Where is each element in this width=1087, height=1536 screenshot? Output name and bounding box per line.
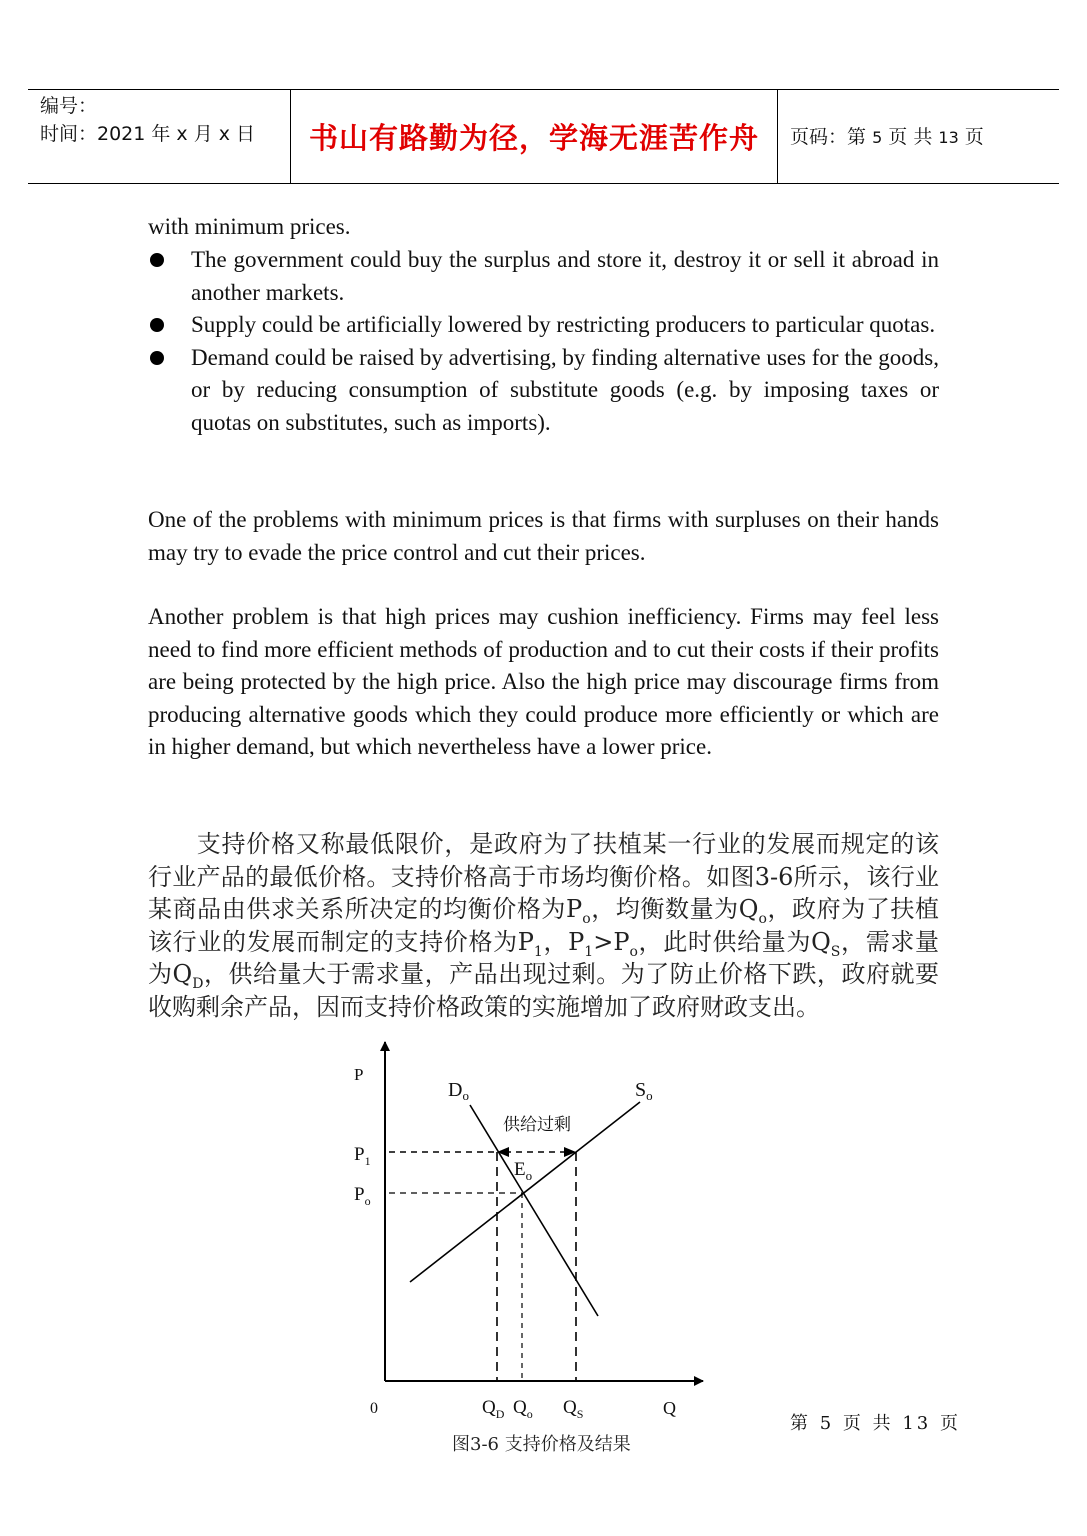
list-item-text: Supply could be artificially lowered by restricting producers to particular quotas. [191,312,936,337]
cn-sub: 1 [533,943,543,960]
p1-label: $P_1$ [354,1144,371,1168]
header-motto: 书山有路勤为径，学海无涯苦作舟 [308,121,759,155]
cn-sub: o [758,910,767,927]
q0-label: $Q_o$ [513,1397,533,1421]
cn-text: ，需求量为Q [148,927,939,988]
intro-text: with minimum prices. [148,214,351,239]
page-mid: 页 共 [888,126,933,148]
p0-label: $P_o$ [354,1184,371,1208]
cn-text: ，此时供给量为Q [637,927,831,956]
page-current: 5 [872,128,883,147]
cn-text: ，均衡数量为Q [590,895,759,923]
cn-sub: o [582,910,591,927]
page-total: 13 [938,128,959,147]
equilibrium-label: $E_o$ [514,1159,533,1183]
origin-label: 0 [370,1400,378,1417]
cn-text: 支持价格又称最低限价，是政府为了扶植某一行业的发展而规定的该行业产品的最低价格。支持价格高于市场均衡价格。如图3-6所示，该行业某商品由供求关系所决定的均衡价格为P [148,830,939,923]
page-suffix: 页 [964,126,984,148]
y-axis-label: P [354,1065,364,1084]
document-date: 时间：2021 年 x 月 x 日 [40,123,256,145]
qs-label: $Q_S$ [563,1397,584,1421]
cn-sub: o [629,943,638,960]
cn-text: >P [593,927,630,956]
paragraph: One of the problems with minimum prices is that firms with surpluses on their hands may try to evade the price control and cut their prices. [148,507,939,565]
cn-sub: 1 [584,943,594,960]
paragraph: Another problem is that high prices may cushion inefficiency. Firms may feel less need to find more efficient methods of production and to cut their costs if their profits are being protected by the high price. Also the high price may discourage firms from producing alternative goods which they could produce more efficiently or which are in higher demand, but which nevertheless have a lower price. [148,604,939,759]
cn-text: ，供给量大于需求量，产品出现过剩。为了防止价格下跌，政府就要收购剩余产品，因而支持价格政策的实施增加了政府财政支出。 [148,960,939,1021]
cn-sub: D [192,975,204,992]
demand-curve [470,1105,598,1316]
demand-label: $D_o$ [448,1079,469,1103]
figure-caption: 图3-6 支持价格及结果 [452,1434,631,1455]
surplus-label: 供给过剩 [503,1115,571,1135]
surplus-arrow-right-head [564,1147,576,1157]
document-number-label: 编号： [40,95,98,117]
cn-sub: S [830,943,841,960]
list-item-text: Demand could be raised by advertising, by finding alternative uses for the goods, or by reducing consumption of substitute goods (e.g. by imposing taxes or quotas on substitutes, such as imports). [191,344,939,435]
list-item-text: The government could buy the surplus and store it, destroy it or sell it abroad in another markets. [191,247,939,305]
page-footer: 第 5 页 共 13 页 [790,1413,961,1434]
x-axis-label: Q [663,1398,676,1418]
cn-text: ，P [542,927,585,956]
page-prefix: 页码：第 [790,126,867,148]
supply-label: $S_o$ [635,1079,653,1103]
cn-text: ，政府为了扶植该行业的发展而制定的支持价格为P [148,895,940,956]
qd-label: $Q_D$ [482,1397,505,1421]
surplus-arrow-left-head [497,1147,509,1157]
